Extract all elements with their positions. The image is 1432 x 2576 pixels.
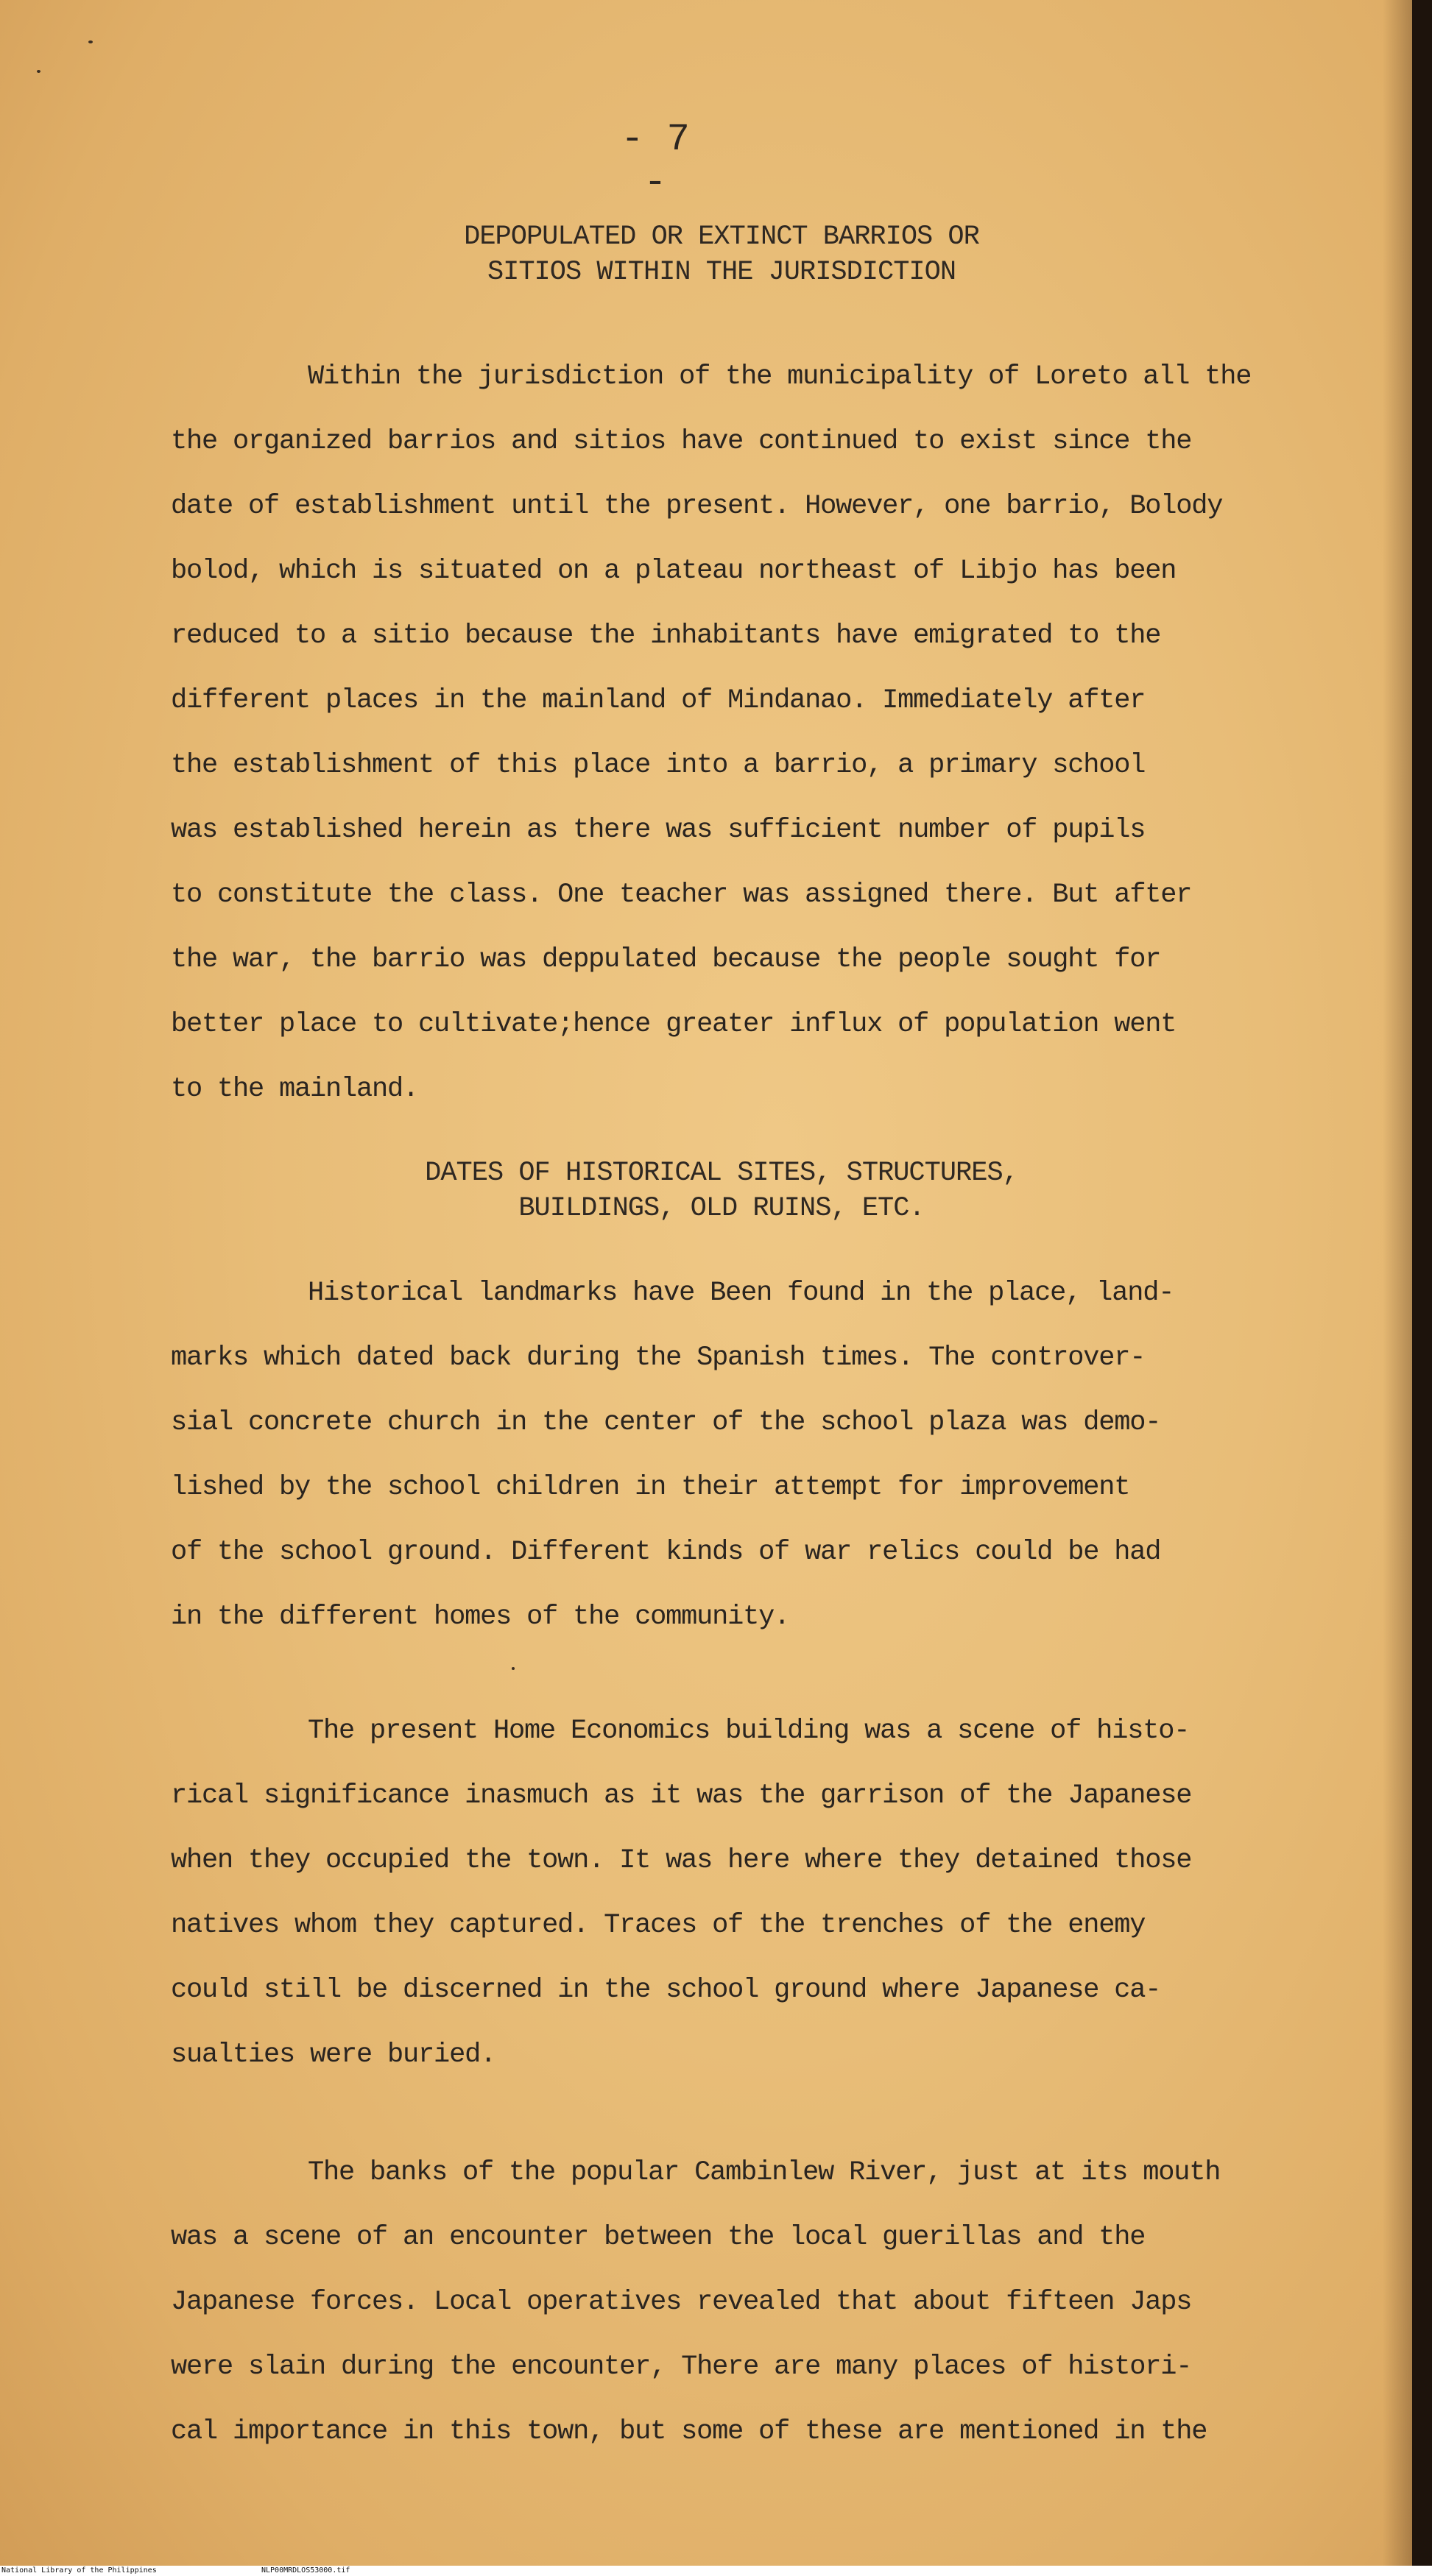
text-line: Within the jurisdiction of the municipality of Loreto all the xyxy=(308,361,1252,392)
page-edge-shadow xyxy=(1383,0,1412,2566)
text-line: sualties were buried. xyxy=(171,2039,496,2070)
text-line: of the school ground. Different kinds of war relics could be had xyxy=(171,1537,1161,1568)
text-line: could still be discerned in the school ground where Japanese ca- xyxy=(171,1975,1161,2006)
paper-speck xyxy=(512,1667,515,1670)
text-line: the establishment of this place into a barrio, a primary school xyxy=(171,750,1146,781)
text-line: rical significance inasmuch as it was the garrison of the Japanese xyxy=(171,1780,1192,1811)
text-line: to the mainland. xyxy=(171,1074,419,1105)
footer-file-label: NLP00MRDLOS53000.tif xyxy=(261,2566,350,2575)
text-line: Japanese forces. Local operatives revealed that about fifteen Japs xyxy=(171,2287,1192,2318)
text-line: The banks of the popular Cambinlew River, just at its mouth xyxy=(308,2157,1221,2188)
paper-speck xyxy=(37,70,40,73)
text-line: sial concrete church in the center of the school plaza was demo- xyxy=(171,1407,1161,1438)
text-line: date of establishment until the present. However, one barrio, Bolody xyxy=(171,491,1223,522)
text-line: cal importance in this town, but some of these are mentioned in the xyxy=(171,2416,1207,2447)
text-line: different places in the mainland of Mindanao. Immediately after xyxy=(171,685,1146,716)
heading-line: BUILDINGS, OLD RUINS, ETC. xyxy=(518,1193,925,1224)
text-line: in the different homes of the community. xyxy=(171,1602,790,1632)
scan-footer-strip xyxy=(0,2566,1432,2576)
paper-speck xyxy=(88,40,93,43)
text-line: reduced to a sitio because the inhabitants have emigrated to the xyxy=(171,620,1161,651)
scan-dark-border xyxy=(1412,0,1432,2566)
text-line: bolod, which is situated on a plateau northeast of Libjo has been xyxy=(171,556,1177,587)
text-line: natives whom they captured. Traces of the trenches of the enemy xyxy=(171,1910,1146,1941)
heading-line: DEPOPULATED OR EXTINCT BARRIOS OR xyxy=(464,222,979,252)
text-line: to constitute the class. One teacher was assigned there. But after xyxy=(171,880,1192,910)
text-line: the war, the barrio was deppulated because the people sought for xyxy=(171,944,1161,975)
page-number: - 7 - xyxy=(621,118,690,205)
text-line: were slain during the encounter, There are many places of histori- xyxy=(171,2352,1192,2382)
footer-archive-label: National Library of the Philippines xyxy=(1,2566,157,2575)
heading-line: DATES OF HISTORICAL SITES, STRUCTURES, xyxy=(425,1158,1018,1189)
text-line: The present Home Economics building was a scene of histo- xyxy=(308,1716,1190,1747)
text-line: was a scene of an encounter between the local guerillas and the xyxy=(171,2222,1146,2253)
text-line: lished by the school children in their attempt for improvement xyxy=(171,1472,1130,1503)
section-heading-historical-sites xyxy=(236,1156,1207,1226)
text-line: marks which dated back during the Spanish times. The controver- xyxy=(171,1342,1146,1373)
section-heading-depopulated-barrios xyxy=(236,219,1207,290)
text-line: was established herein as there was sufficient number of pupils xyxy=(171,815,1146,846)
text-line: Historical landmarks have Been found in the place, land- xyxy=(308,1278,1174,1309)
heading-line: SITIOS WITHIN THE JURISDICTION xyxy=(487,257,956,288)
text-line: better place to cultivate;hence greater influx of population went xyxy=(171,1009,1177,1040)
text-line: when they occupied the town. It was here where they detained those xyxy=(171,1845,1192,1876)
text-line: the organized barrios and sitios have continued to exist since the xyxy=(171,426,1192,457)
